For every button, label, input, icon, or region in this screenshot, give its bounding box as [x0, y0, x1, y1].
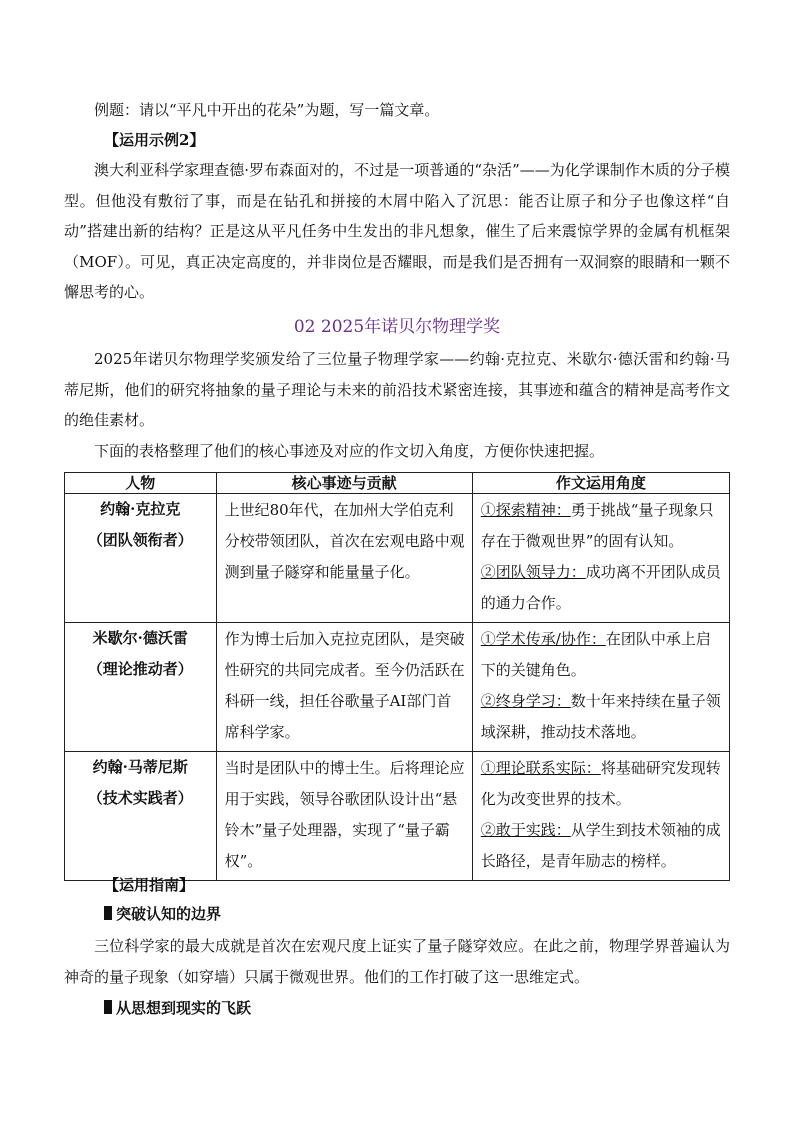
- person-name: 约翰·克拉克: [100, 500, 181, 518]
- contribution-cell: 上世纪80年代，在加州大学伯克利分校带领团队，首次在宏观电路中观测到量子隧穿和能量量子化。: [216, 494, 472, 623]
- person-role: （团队领衔者）: [87, 531, 193, 549]
- angle-cell: [472, 623, 729, 752]
- angle-key: ①理论联系实际：: [480, 759, 601, 777]
- example2-label: 【运用示例2】: [104, 131, 205, 149]
- table-row: [65, 752, 730, 881]
- table-row: [65, 494, 730, 623]
- guide-heading-1-text: 突破认知的边界: [116, 905, 222, 923]
- header-person: 人物: [65, 473, 217, 494]
- angle-key: ①学术传承/协作：: [480, 630, 606, 648]
- guide-label: 【运用指南】: [104, 876, 195, 894]
- angle-key: ②敢于实践：: [480, 821, 571, 839]
- guide-heading-2-text: 从思想到现实的飞跃: [116, 999, 252, 1017]
- angle-text: 在团队中承上启下的关键角色。: [480, 630, 711, 679]
- contribution-cell: 当时是团队中的博士生。后将理论应用于实践，领导谷歌团队设计出“悬铃木”量子处理器，实现了“量子霸权”。: [216, 752, 472, 881]
- contribution-cell: 作为博士后加入克拉克团队，是突破性研究的共同完成者。至今仍活跃在科研一线，担任谷歌量子AI部门首席科学家。: [216, 623, 472, 752]
- person-role: （理论推动者）: [87, 660, 193, 678]
- angle-cell: [472, 494, 729, 623]
- person-cell: [65, 623, 217, 752]
- guide-heading-1: [104, 899, 221, 929]
- person-cell: [65, 752, 217, 881]
- example2-paragraph: 澳大利亚科学家理查德·罗布森面对的，不过是一项普通的“杂活”——为化学课制作木质的分子模型。但他没有敷衍了事，而是在钻孔和拼接的木屑中陷入了沉思：能否让原子和分子也像这样“自动”搭建出新的结构？正是这从平凡任务中生发出的非凡想象，催生了后来震惊学界的金属有机框架（MOF）。可见，真正决定高度的，并非岗位是否耀眼，而是我们是否拥有一双洞察的眼睛和一颗不懈思考的心。: [64, 161, 730, 301]
- guide-heading-2: [104, 993, 251, 1023]
- angle-text: 从学生到技术领袖的成长路径，是青年励志的榜样。: [480, 821, 721, 870]
- laureates-table: [64, 472, 730, 881]
- section-intro: 2025年诺贝尔物理学奖颁发给了三位量子物理学家——约翰·克拉克、米歇尔·德沃雷和约翰·马蒂尼斯，他们的研究将抽象的量子理论与未来的前沿技术紧密连接，其事迹和蕴含的精神是高考作文的绝佳素材。: [64, 350, 730, 429]
- angle-text: 成功离不开团队成员的通力合作。: [480, 563, 721, 612]
- angle-key: ①探索精神：: [480, 501, 571, 519]
- person-name: 约翰·马蒂尼斯: [92, 758, 188, 776]
- person-cell: [65, 494, 217, 623]
- square-bullet-icon: [104, 1000, 112, 1014]
- example-prompt: 例题：请以“平凡中开出的花朵”为题，写一篇文章。: [94, 101, 440, 119]
- person-role: （技术实践者）: [87, 789, 193, 807]
- angle-key: ②终身学习：: [480, 692, 571, 710]
- angle-text: 数十年来持续在量子领域深耕，推动技术落地。: [480, 692, 721, 741]
- square-bullet-icon: [104, 906, 112, 920]
- section-title: 02 2025年诺贝尔物理学奖: [293, 317, 501, 337]
- angle-text: 将基础研究发现转化为改变世界的技术。: [480, 759, 721, 808]
- guide-paragraph-1: 三位科学家的最大成就是首次在宏观尺度上证实了量子隧穿效应。在此之前，物理学界普遍认为神奇的量子现象（如穿墙）只属于微观世界。他们的工作打破了这一思维定式。: [64, 937, 730, 986]
- angle-key: ②团队领导力：: [480, 563, 586, 581]
- table-header-row: [65, 473, 730, 494]
- header-contribution: 核心事迹与贡献: [216, 473, 472, 494]
- angle-text: 勇于挑战“量子现象只存在于微观世界”的固有认知。: [480, 501, 714, 550]
- table-row: [65, 623, 730, 752]
- person-name: 米歇尔·德沃雷: [92, 629, 188, 647]
- header-angle: 作文运用角度: [472, 473, 729, 494]
- table-intro: 下面的表格整理了他们的核心事迹及对应的作文切入角度，方便你快速把握。: [94, 442, 605, 460]
- angle-cell: [472, 752, 729, 881]
